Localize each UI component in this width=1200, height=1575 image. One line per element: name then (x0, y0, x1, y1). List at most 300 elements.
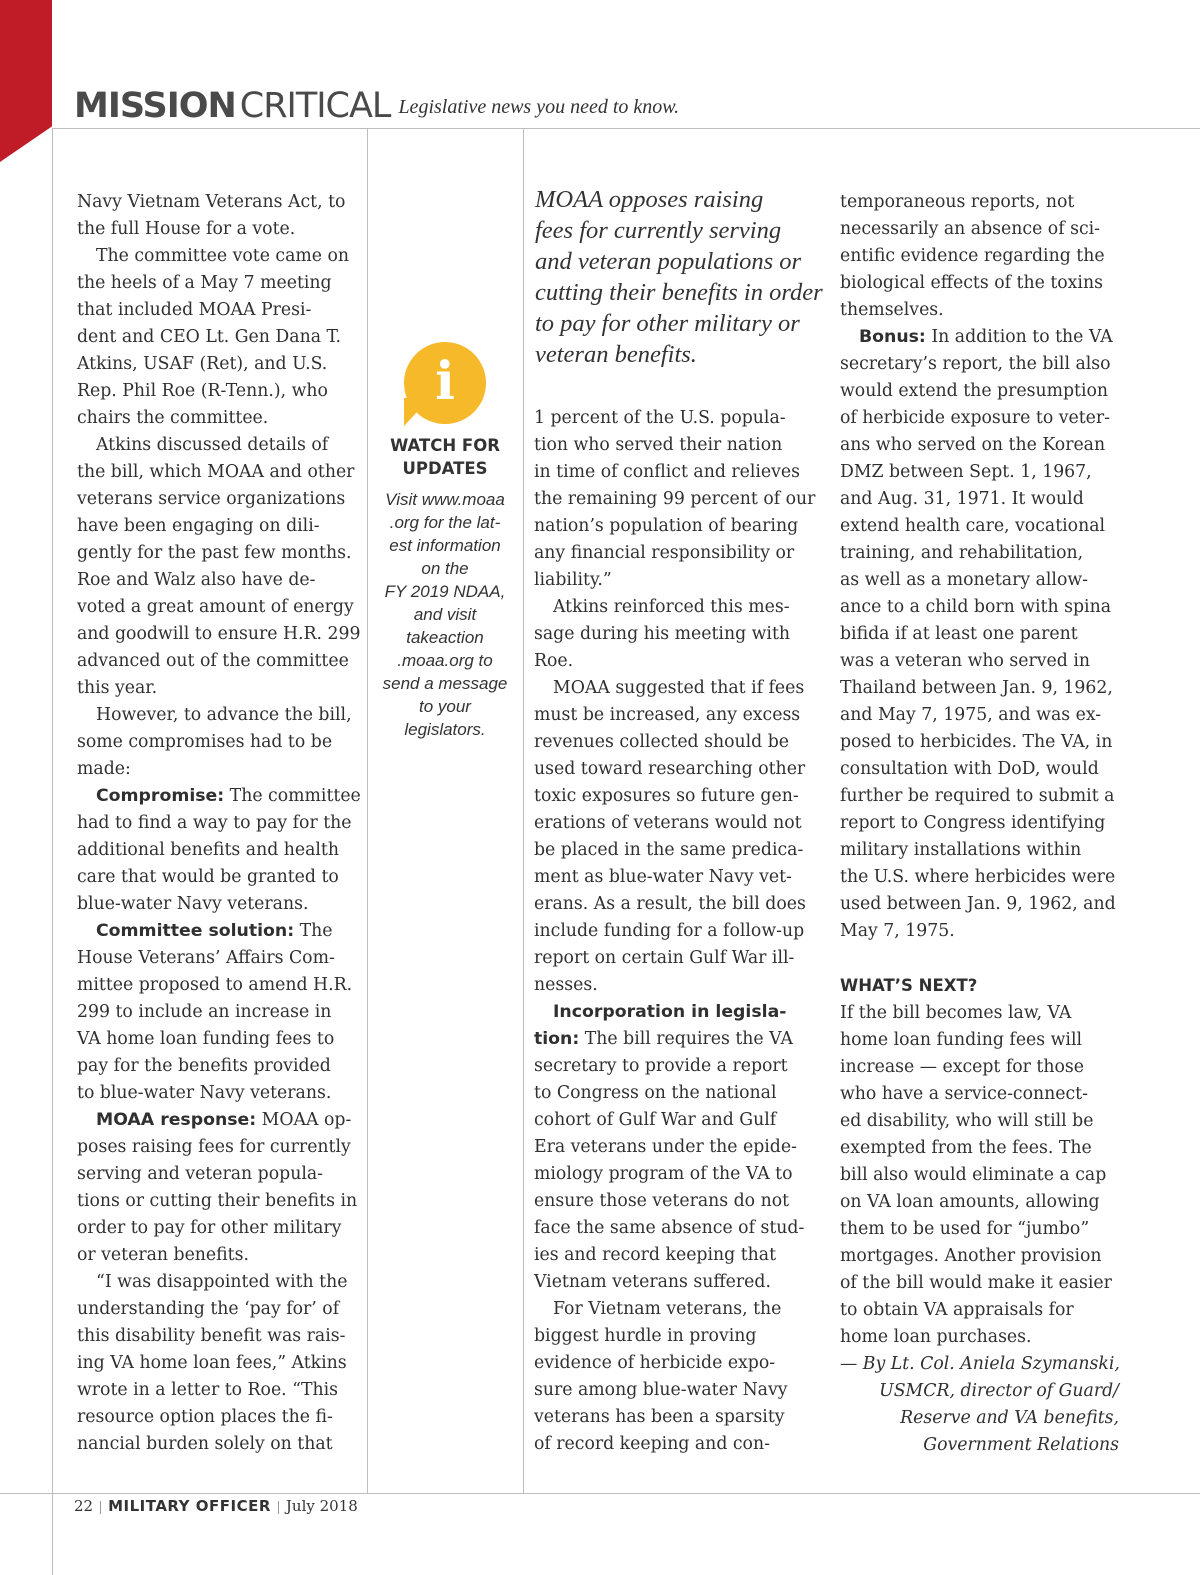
text-line (840, 1054, 1119, 1081)
text-line (840, 486, 1119, 513)
line-text: cohort of Gulf War and Gulf (534, 1110, 777, 1130)
line-text: If the bill becomes law, VA (840, 1003, 1072, 1023)
text-line (534, 459, 815, 486)
text-line (840, 810, 1119, 837)
line-text: pay for the benefits provided (77, 1056, 331, 1076)
line-text: the heels of a May 7 meeting (77, 273, 332, 293)
line-text: of the bill would make it easier (840, 1273, 1112, 1293)
line-text: evidence of herbicide expo- (534, 1353, 776, 1373)
text-line (77, 1161, 361, 1188)
text-line (840, 459, 1119, 486)
text-line (77, 837, 361, 864)
line-text: had to find a way to pay for the (77, 813, 352, 833)
line-text: them to be used for “jumbo” (840, 1219, 1090, 1239)
text-line (534, 1188, 815, 1215)
text-line (534, 837, 815, 864)
line-text: the bill, which MOAA and other (77, 462, 355, 482)
text-line (534, 1296, 815, 1323)
line-text: resource option places the fi- (77, 1407, 333, 1427)
line-text: wrote in a letter to Roe. “This (77, 1380, 339, 1400)
line-text: must be increased, any excess (534, 705, 801, 725)
line-text: secretary to provide a report (534, 1056, 788, 1076)
footer-rule (0, 1493, 1200, 1494)
line-text: tion who served their nation (534, 435, 783, 455)
line-text: erations of veterans would not (534, 813, 802, 833)
text-line (77, 1026, 361, 1053)
page-footer (74, 1497, 358, 1516)
line-text: 299 to include an increase in (77, 1002, 332, 1022)
line-text: bifida if at least one parent (840, 624, 1078, 644)
text-line (534, 891, 815, 918)
line-text: of record keeping and con- (534, 1434, 770, 1454)
text-line: Reserve and VA benefits, (900, 1408, 1119, 1428)
text-line (77, 783, 361, 810)
line-text: mittee proposed to amend H.R. (77, 975, 353, 995)
text-line (534, 648, 815, 675)
text-line (840, 567, 1119, 594)
line-text: ance to a child born with spina (840, 597, 1112, 617)
text-line (534, 1080, 815, 1107)
line-text: home loan funding fees will (840, 1030, 1083, 1050)
line-text: House Veterans’ Affairs Com- (77, 948, 335, 968)
article-column-1 (77, 189, 361, 1458)
text-line: USMCR, director of Guard/ (879, 1381, 1119, 1401)
text-line (840, 1027, 1119, 1054)
line-text: tions or cutting their benefits in (77, 1191, 358, 1211)
text-line (840, 1162, 1119, 1189)
text-line (840, 1108, 1119, 1135)
line-text: ies and record keeping that (534, 1245, 777, 1265)
text-line (77, 891, 361, 918)
line-text: nation’s population of bearing (534, 516, 799, 536)
line-text: this disability benefit was rais- (77, 1326, 346, 1346)
text-line (534, 729, 815, 756)
line-text: the remaining 99 percent of our (534, 489, 816, 509)
article-column-3 (534, 405, 815, 1458)
text-line (77, 1269, 361, 1296)
line-text: posed to herbicides. The VA, in (840, 732, 1113, 752)
line-text: home loan purchases. (840, 1327, 1032, 1347)
line-text: chairs the committee. (77, 408, 269, 428)
text-line (77, 1404, 361, 1431)
text-line (77, 1296, 361, 1323)
text-line (77, 945, 361, 972)
line-text: Vietnam veterans suffered. (534, 1272, 771, 1292)
text-line (840, 756, 1119, 783)
line-text: nesses. (534, 975, 598, 995)
text-line (77, 1053, 361, 1080)
article-column-4 (840, 189, 1119, 1459)
line-text: report to Congress identifying (840, 813, 1106, 833)
line-text: the full House for a vote. (77, 219, 296, 239)
text-line (534, 756, 815, 783)
text-line (840, 189, 1119, 216)
line-text: face the same absence of stud- (534, 1218, 805, 1238)
text-line (77, 567, 361, 594)
text-line (77, 324, 361, 351)
text-line (534, 1404, 815, 1431)
text-line (840, 432, 1119, 459)
text-line (534, 432, 815, 459)
subhead: WHAT’S NEXT? (840, 976, 978, 995)
text-line (77, 1107, 361, 1134)
text-line (840, 1324, 1119, 1351)
issue-date: July 2018 (285, 1497, 358, 1515)
line-text: Atkins reinforced this mes- (553, 597, 790, 617)
line-text: themselves. (840, 300, 944, 320)
text-line (77, 459, 361, 486)
line-text: miology program of the VA to (534, 1164, 793, 1184)
text-line (77, 189, 361, 216)
text-line (840, 1216, 1119, 1243)
line-text: Era veterans under the epide- (534, 1137, 797, 1157)
text-line (840, 1000, 1119, 1027)
line-text: this year. (77, 678, 158, 698)
line-text: Atkins, USAF (Ret), and U.S. (77, 354, 328, 374)
text-line (840, 1081, 1119, 1108)
sidebar-left-rule (367, 128, 368, 1494)
footer-separator: | (99, 1499, 103, 1515)
text-line (534, 864, 815, 891)
text-line: and veteran populations or (535, 248, 802, 275)
line-text: ensure those veterans do not (534, 1191, 790, 1211)
line-text: report on certain Gulf War ill- (534, 948, 795, 968)
section-tagline: Legislative news you need to know. (398, 96, 680, 118)
text-line (840, 351, 1119, 378)
line-text: Atkins discussed details of (96, 435, 329, 455)
text-line (534, 1107, 815, 1134)
text-line (840, 864, 1119, 891)
text-line (77, 513, 361, 540)
line-text: care that would be granted to (77, 867, 339, 887)
text-line (534, 702, 815, 729)
text-line (534, 540, 815, 567)
text-line (77, 432, 361, 459)
line-text: the U.S. where herbicides were (840, 867, 1116, 887)
line-text: on VA loan amounts, allowing (840, 1192, 1100, 1212)
text-line (77, 1350, 361, 1377)
line-text: veterans service organizations (77, 489, 346, 509)
text-line (77, 216, 361, 243)
text-line: send a message (382, 674, 508, 693)
line-text: veterans has been a sparsity (534, 1407, 785, 1427)
line-text: DMZ between Sept. 1, 1967, (840, 462, 1092, 482)
line-text: entific evidence regarding the (840, 246, 1105, 266)
text-line: and visit (413, 605, 477, 624)
line-text: and May 7, 1975, and was ex- (840, 705, 1102, 725)
text-line: — By Lt. Col. Aniela Szymanski, (840, 1354, 1120, 1374)
line-text: who have a service-connect- (840, 1084, 1088, 1104)
text-line (77, 648, 361, 675)
text-line (534, 999, 815, 1026)
line-text: military installations within (840, 840, 1082, 860)
text-line (840, 1243, 1119, 1270)
line-text: biological effects of the toxins (840, 273, 1103, 293)
text-line (840, 945, 1119, 972)
text-line (840, 729, 1119, 756)
text-line (77, 729, 361, 756)
text-line (77, 621, 361, 648)
text-line: Government Relations (923, 1435, 1119, 1455)
line-text: to obtain VA appraisals for (840, 1300, 1074, 1320)
line-text: ans who served on the Korean (840, 435, 1106, 455)
line-text: extend health care, vocational (840, 516, 1106, 536)
line-text: The committee (224, 786, 361, 806)
left-margin-rule (52, 128, 53, 1575)
text-line (840, 1135, 1119, 1162)
text-line: to your (419, 697, 471, 716)
header-rule (52, 128, 1200, 129)
line-text: have been engaging on dili- (77, 516, 320, 536)
text-line: legislators. (404, 720, 486, 739)
line-text: MOAA op- (256, 1110, 352, 1130)
text-line (534, 1242, 815, 1269)
line-text: to blue-water Navy veterans. (77, 1083, 332, 1103)
line-text: The (294, 921, 333, 941)
text-line (77, 1431, 361, 1458)
text-line: takeaction (406, 628, 484, 647)
text-line (534, 567, 815, 594)
run-in-head: Committee solution: (96, 921, 295, 941)
text-line (77, 1134, 361, 1161)
text-line (534, 1134, 815, 1161)
text-line (77, 594, 361, 621)
text-line: est information (389, 536, 501, 555)
text-line (840, 1297, 1119, 1324)
text-line (77, 378, 361, 405)
line-text: revenues collected should be (534, 732, 789, 752)
run-in-head: tion: (534, 1029, 580, 1049)
text-line (840, 675, 1119, 702)
text-line (77, 243, 361, 270)
line-text: to Congress on the national (534, 1083, 777, 1103)
line-text: ment as blue-water Navy vet- (534, 867, 792, 887)
line-text: used toward researching other (534, 759, 806, 779)
text-line (77, 810, 361, 837)
line-text: Thailand between Jan. 9, 1962, (840, 678, 1113, 698)
line-text: bill also would eliminate a cap (840, 1165, 1107, 1185)
text-line (77, 270, 361, 297)
line-text: serving and veteran popula- (77, 1164, 323, 1184)
text-line (840, 297, 1119, 324)
line-text: further be required to submit a (840, 786, 1115, 806)
section-header (74, 86, 679, 126)
text-line (840, 243, 1119, 270)
sidebar-body (376, 488, 514, 741)
text-line (77, 1188, 361, 1215)
text-line (840, 783, 1119, 810)
text-line (534, 486, 815, 513)
line-text: include funding for a follow-up (534, 921, 805, 941)
line-text: biggest hurdle in proving (534, 1326, 757, 1346)
run-in-head: Incorporation in legisla- (553, 1002, 787, 1022)
line-text: MOAA suggested that if fees (553, 678, 805, 698)
text-line (534, 1215, 815, 1242)
text-line: .moaa.org to (397, 651, 493, 670)
line-text: nancial burden solely on that (77, 1434, 333, 1454)
line-text: order to pay for other military (77, 1218, 342, 1238)
text-line (840, 972, 1119, 1000)
text-line (840, 594, 1119, 621)
line-text: of herbicide exposure to veter- (840, 408, 1111, 428)
line-text: The committee vote came on (96, 246, 350, 266)
line-text: made: (77, 759, 131, 779)
text-line (534, 810, 815, 837)
run-in-head: Bonus: (859, 327, 926, 347)
line-text: Roe. (534, 651, 574, 671)
line-text: Rep. Phil Roe (R-Tenn.), who (77, 381, 328, 401)
line-text: or veteran benefits. (77, 1245, 249, 1265)
text-line (534, 1161, 815, 1188)
pull-quote (535, 184, 823, 370)
text-line (534, 1431, 815, 1458)
text-line: .org for the lat- (389, 513, 501, 532)
text-line (77, 756, 361, 783)
text-line (77, 972, 361, 999)
text-line (77, 864, 361, 891)
text-line (534, 972, 815, 999)
text-line (534, 783, 815, 810)
magazine-name: MILITARY OFFICER (108, 1497, 271, 1515)
line-text: Navy Vietnam Veterans Act, to (77, 192, 346, 212)
text-line (840, 648, 1119, 675)
text-line: fees for currently serving (535, 217, 782, 244)
line-text: May 7, 1975. (840, 921, 955, 941)
text-line (534, 675, 815, 702)
text-line: cutting their benefits in order (535, 279, 823, 306)
line-text: exempted from the fees. The (840, 1138, 1092, 1158)
text-line (77, 675, 361, 702)
line-text: sure among blue-water Navy (534, 1380, 788, 1400)
text-line (534, 513, 815, 540)
text-line (77, 1377, 361, 1404)
text-line (840, 891, 1119, 918)
text-line (77, 918, 361, 945)
line-text: understanding the ‘pay for’ of (77, 1299, 340, 1319)
red-corner-tab (0, 0, 52, 162)
text-line (77, 297, 361, 324)
line-text: increase — except for those (840, 1057, 1084, 1077)
line-text: that included MOAA Presi- (77, 300, 312, 320)
line-text: Roe and Walz also have de- (77, 570, 316, 590)
line-text: dent and CEO Lt. Gen Dana T. (77, 327, 341, 347)
text-line: FY 2019 NDAA, (384, 582, 506, 601)
line-text: additional benefits and health (77, 840, 340, 860)
line-text: in time of conflict and relieves (534, 462, 801, 482)
line-text: For Vietnam veterans, the (553, 1299, 782, 1319)
run-in-head: Compromise: (96, 786, 225, 806)
text-line (77, 999, 361, 1026)
line-text: VA home loan funding fees to (77, 1029, 335, 1049)
line-text: necessarily an absence of sci- (840, 219, 1100, 239)
text-line: Visit www.moaa (385, 490, 505, 509)
text-line (534, 594, 815, 621)
text-line: WATCH FOR (390, 436, 500, 455)
line-text: advanced out of the committee (77, 651, 349, 671)
line-text: used between Jan. 9, 1962, and (840, 894, 1116, 914)
line-text: “I was disappointed with the (96, 1272, 348, 1292)
section-title-light: CRITICAL (239, 86, 391, 126)
text-line (840, 621, 1119, 648)
text-line (77, 702, 361, 729)
line-text: poses raising fees for currently (77, 1137, 351, 1157)
text-line (534, 405, 815, 432)
text-line (840, 1189, 1119, 1216)
text-line (534, 1269, 815, 1296)
run-in-head: MOAA response: (96, 1110, 257, 1130)
text-line (840, 513, 1119, 540)
section-title-bold: MISSION (74, 86, 236, 126)
text-line (77, 540, 361, 567)
text-line (77, 1323, 361, 1350)
text-line (534, 1323, 815, 1350)
sidebar-right-rule (523, 128, 524, 1494)
sidebar-title (376, 434, 514, 480)
text-line (534, 918, 815, 945)
line-text: and goodwill to ensure H.R. 299 (77, 624, 361, 644)
text-line (77, 351, 361, 378)
text-line: MOAA opposes raising (535, 186, 764, 213)
line-text: In addition to the VA (925, 327, 1113, 347)
text-line: veteran benefits. (535, 341, 697, 368)
line-text: However, to advance the bill, (96, 705, 352, 725)
line-text: erans. As a result, the bill does (534, 894, 806, 914)
text-line (77, 1215, 361, 1242)
text-line (840, 540, 1119, 567)
text-line (534, 1350, 815, 1377)
text-line (534, 1377, 815, 1404)
line-text: toxic exposures so future gen- (534, 786, 799, 806)
line-text: sage during his meeting with (534, 624, 791, 644)
line-text: The bill requires the VA (579, 1029, 793, 1049)
text-line (534, 945, 815, 972)
line-text: some compromises had to be (77, 732, 333, 752)
line-text: ing VA home loan fees,” Atkins (77, 1353, 347, 1373)
text-line: UPDATES (402, 459, 488, 478)
line-text: gently for the past few months. (77, 543, 352, 563)
text-line (840, 324, 1119, 351)
line-text: 1 percent of the U.S. popula- (534, 408, 786, 428)
text-line (77, 1242, 361, 1269)
line-text: any financial responsibility or (534, 543, 795, 563)
text-line (840, 918, 1119, 945)
line-text: be placed in the same predica- (534, 840, 804, 860)
line-text: liability.” (534, 570, 612, 590)
text-line (77, 1080, 361, 1107)
text-line (77, 405, 361, 432)
line-text: voted a great amount of energy (77, 597, 354, 617)
line-text: as well as a monetary allow- (840, 570, 1088, 590)
text-line (534, 1026, 815, 1053)
text-line (77, 486, 361, 513)
text-line (840, 270, 1119, 297)
text-line (840, 216, 1119, 243)
line-text: training, and rehabilitation, (840, 543, 1084, 563)
line-text: mortgages. Another provision (840, 1246, 1102, 1266)
line-text: ed disability, who will still be (840, 1111, 1094, 1131)
text-line: on the (421, 559, 469, 578)
text-line (840, 405, 1119, 432)
text-line (840, 1270, 1119, 1297)
line-text: secretary’s report, the bill also (840, 354, 1111, 374)
line-text: and Aug. 31, 1971. It would (840, 489, 1084, 509)
line-text: consultation with DoD, would (840, 759, 1099, 779)
text-line (840, 378, 1119, 405)
info-icon: i (435, 351, 455, 412)
text-line (840, 702, 1119, 729)
text-line (840, 837, 1119, 864)
line-text: temporaneous reports, not (840, 192, 1075, 212)
